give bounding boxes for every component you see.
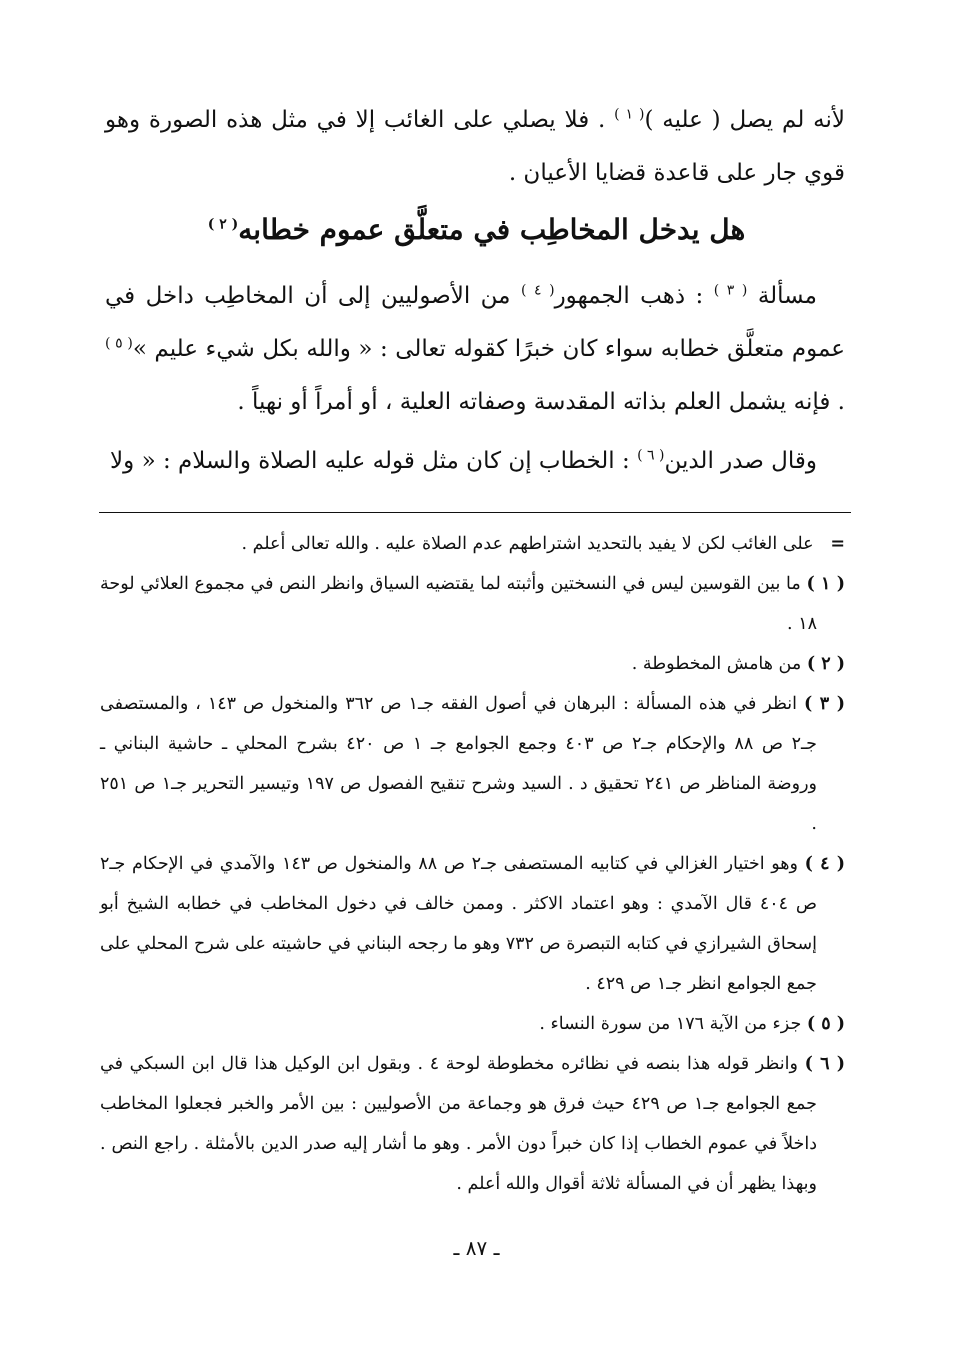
footnote-number: ( ٥ )	[806, 1014, 845, 1034]
footnote-number: ( ٤ )	[804, 854, 845, 874]
opening-text: لأنه لم يصل ( عليه )	[644, 107, 845, 133]
opening-text-rest: . فلا يصلي على الغائب إلا في مثل هذه الصورة وهو قوي جار على قاعدة قضايا الأعيان .	[105, 107, 845, 186]
footnote-text: وهو اختيار الغزالي في كتابيه المستصفى جـ٢ ص ٨٨ والمنخول ص ١٤٣ والآمدي في الإحكام جـ٢ ص ٤٠٤ قال الآمدي : وهو اعتماد الاكثر . وممن خالف في دخول المخاطب في خطابه الشيخ أبو إسحاق الشيرازي في كتابه التبصرة ص ٧٣٢ وهو ما رجحه البناني في حاشيته على شرح المحلي على جمع الجوامع انظر جـ١ ص ٤٢٩ .	[100, 854, 817, 994]
footnotes	[100, 524, 845, 1204]
footnote-number: ( ٣ )	[804, 694, 845, 714]
footnote-ref-2[interactable]: ( ٢ )	[207, 216, 239, 233]
footnote-ref-4[interactable]: ( ٤ )	[520, 282, 555, 299]
footnote-1	[100, 564, 845, 644]
footnote-ref-5[interactable]: ( ٥ )	[105, 335, 133, 352]
footnote-continuation	[100, 524, 845, 564]
sadr-text-1: وقال صدر الدين	[664, 448, 817, 474]
heading-text: هل يدخل المخاطِب في متعلَّق عموم خطابه	[238, 213, 746, 246]
masala-text-1: : ذهب الجمهور	[554, 283, 714, 309]
masala-text-3: . فإنه يشمل العلم بذاته المقدسة وصفاته العلية ، أو أمراً أو نهياً .	[237, 389, 845, 415]
footnote-text: من هامش المخطوطة .	[631, 654, 802, 674]
footnote-4	[100, 844, 845, 1004]
footnote-6	[100, 1044, 845, 1204]
footnote-number: ( ٢ )	[806, 654, 845, 674]
sadr-text-2: : الخطاب إن كان مثل قوله عليه الصلاة والسلام : « ولا	[110, 448, 638, 474]
footnote-ref-6[interactable]: ( ٦ )	[637, 447, 665, 464]
footnote-divider	[99, 512, 851, 513]
footnote-5	[100, 1004, 845, 1044]
footnote-ref-3[interactable]: ( ٣ )	[713, 282, 748, 299]
footnote-text: انظر في هذه المسألة : البرهان في أصول الفقه جـ١ ص ٣٦٢ والمنخول ص ١٤٣ ، والمستصفى جـ٢ ص ٨٨ والإحكام جـ٢ ص ٤٠٣ وجمع الجوامع جـ ١ ص ٤٢٠ بشرح المحلي ـ حاشية البناني ـ وروضة المناظر ص ٢٤١ تحقيق د . السيد وشرح تنقيح الفصول ص ١٩٧ وتيسير التحرير جـ١ ص ٢٥١ .	[100, 694, 817, 834]
footnote-text: جزء من الآية ١٧٦ من سورة النساء .	[539, 1014, 802, 1034]
page-number: ـ ٨٧ ـ	[453, 1236, 500, 1260]
section-heading	[0, 200, 953, 260]
footnote-ref-1[interactable]: ( ١ )	[614, 106, 645, 123]
footnote-text: ما بين القوسين ليس في النسختين وأثبته لما يقتضيه السياق وانظر النص في مجموع العلائي لوحة ١٨ .	[100, 574, 817, 634]
sadr-paragraph	[105, 436, 845, 486]
footnote-text: وانظر قوله هذا بنصه في نظائره مخطوطة لوحة ٤ . وبقول ابن الوكيل هذا قال ابن السبكي في جمع الجوامع جـ١ ص ٤٢٩ حيث فرق هو وجماعة من الأصوليين : بين الأمر والخبر فجعلوا المخاطب داخلاً في عموم الخطاب إذا كان خبراً دون الأمر . وهو ما أشار إليه صدر الدين بالأمثلة . راجع النص . وبهذا يظهر أن في المسألة ثلاثة أقوال والله أعلم .	[100, 1054, 817, 1194]
masala-paragraph	[105, 270, 845, 429]
opening-paragraph	[105, 94, 845, 200]
continuation-marker: =	[830, 534, 845, 554]
masala-text-2: من الأصوليين إلى أن المخاطِب داخل في عموم متعلَّق خطابه سواء كان خبرًا كقوله تعالى : « والله بكل شيء عليم »	[105, 283, 845, 362]
masala-label: مسألة	[757, 283, 817, 309]
footnote-2	[100, 644, 845, 684]
continuation-text: على الغائب لكن لا يفيد بالتحديد اشتراطهم عدم الصلاة عليه . والله تعالى أعلم .	[241, 534, 814, 554]
footnote-number: ( ١ )	[806, 574, 845, 594]
footnote-3	[100, 684, 845, 844]
footnote-number: ( ٦ )	[804, 1054, 845, 1074]
